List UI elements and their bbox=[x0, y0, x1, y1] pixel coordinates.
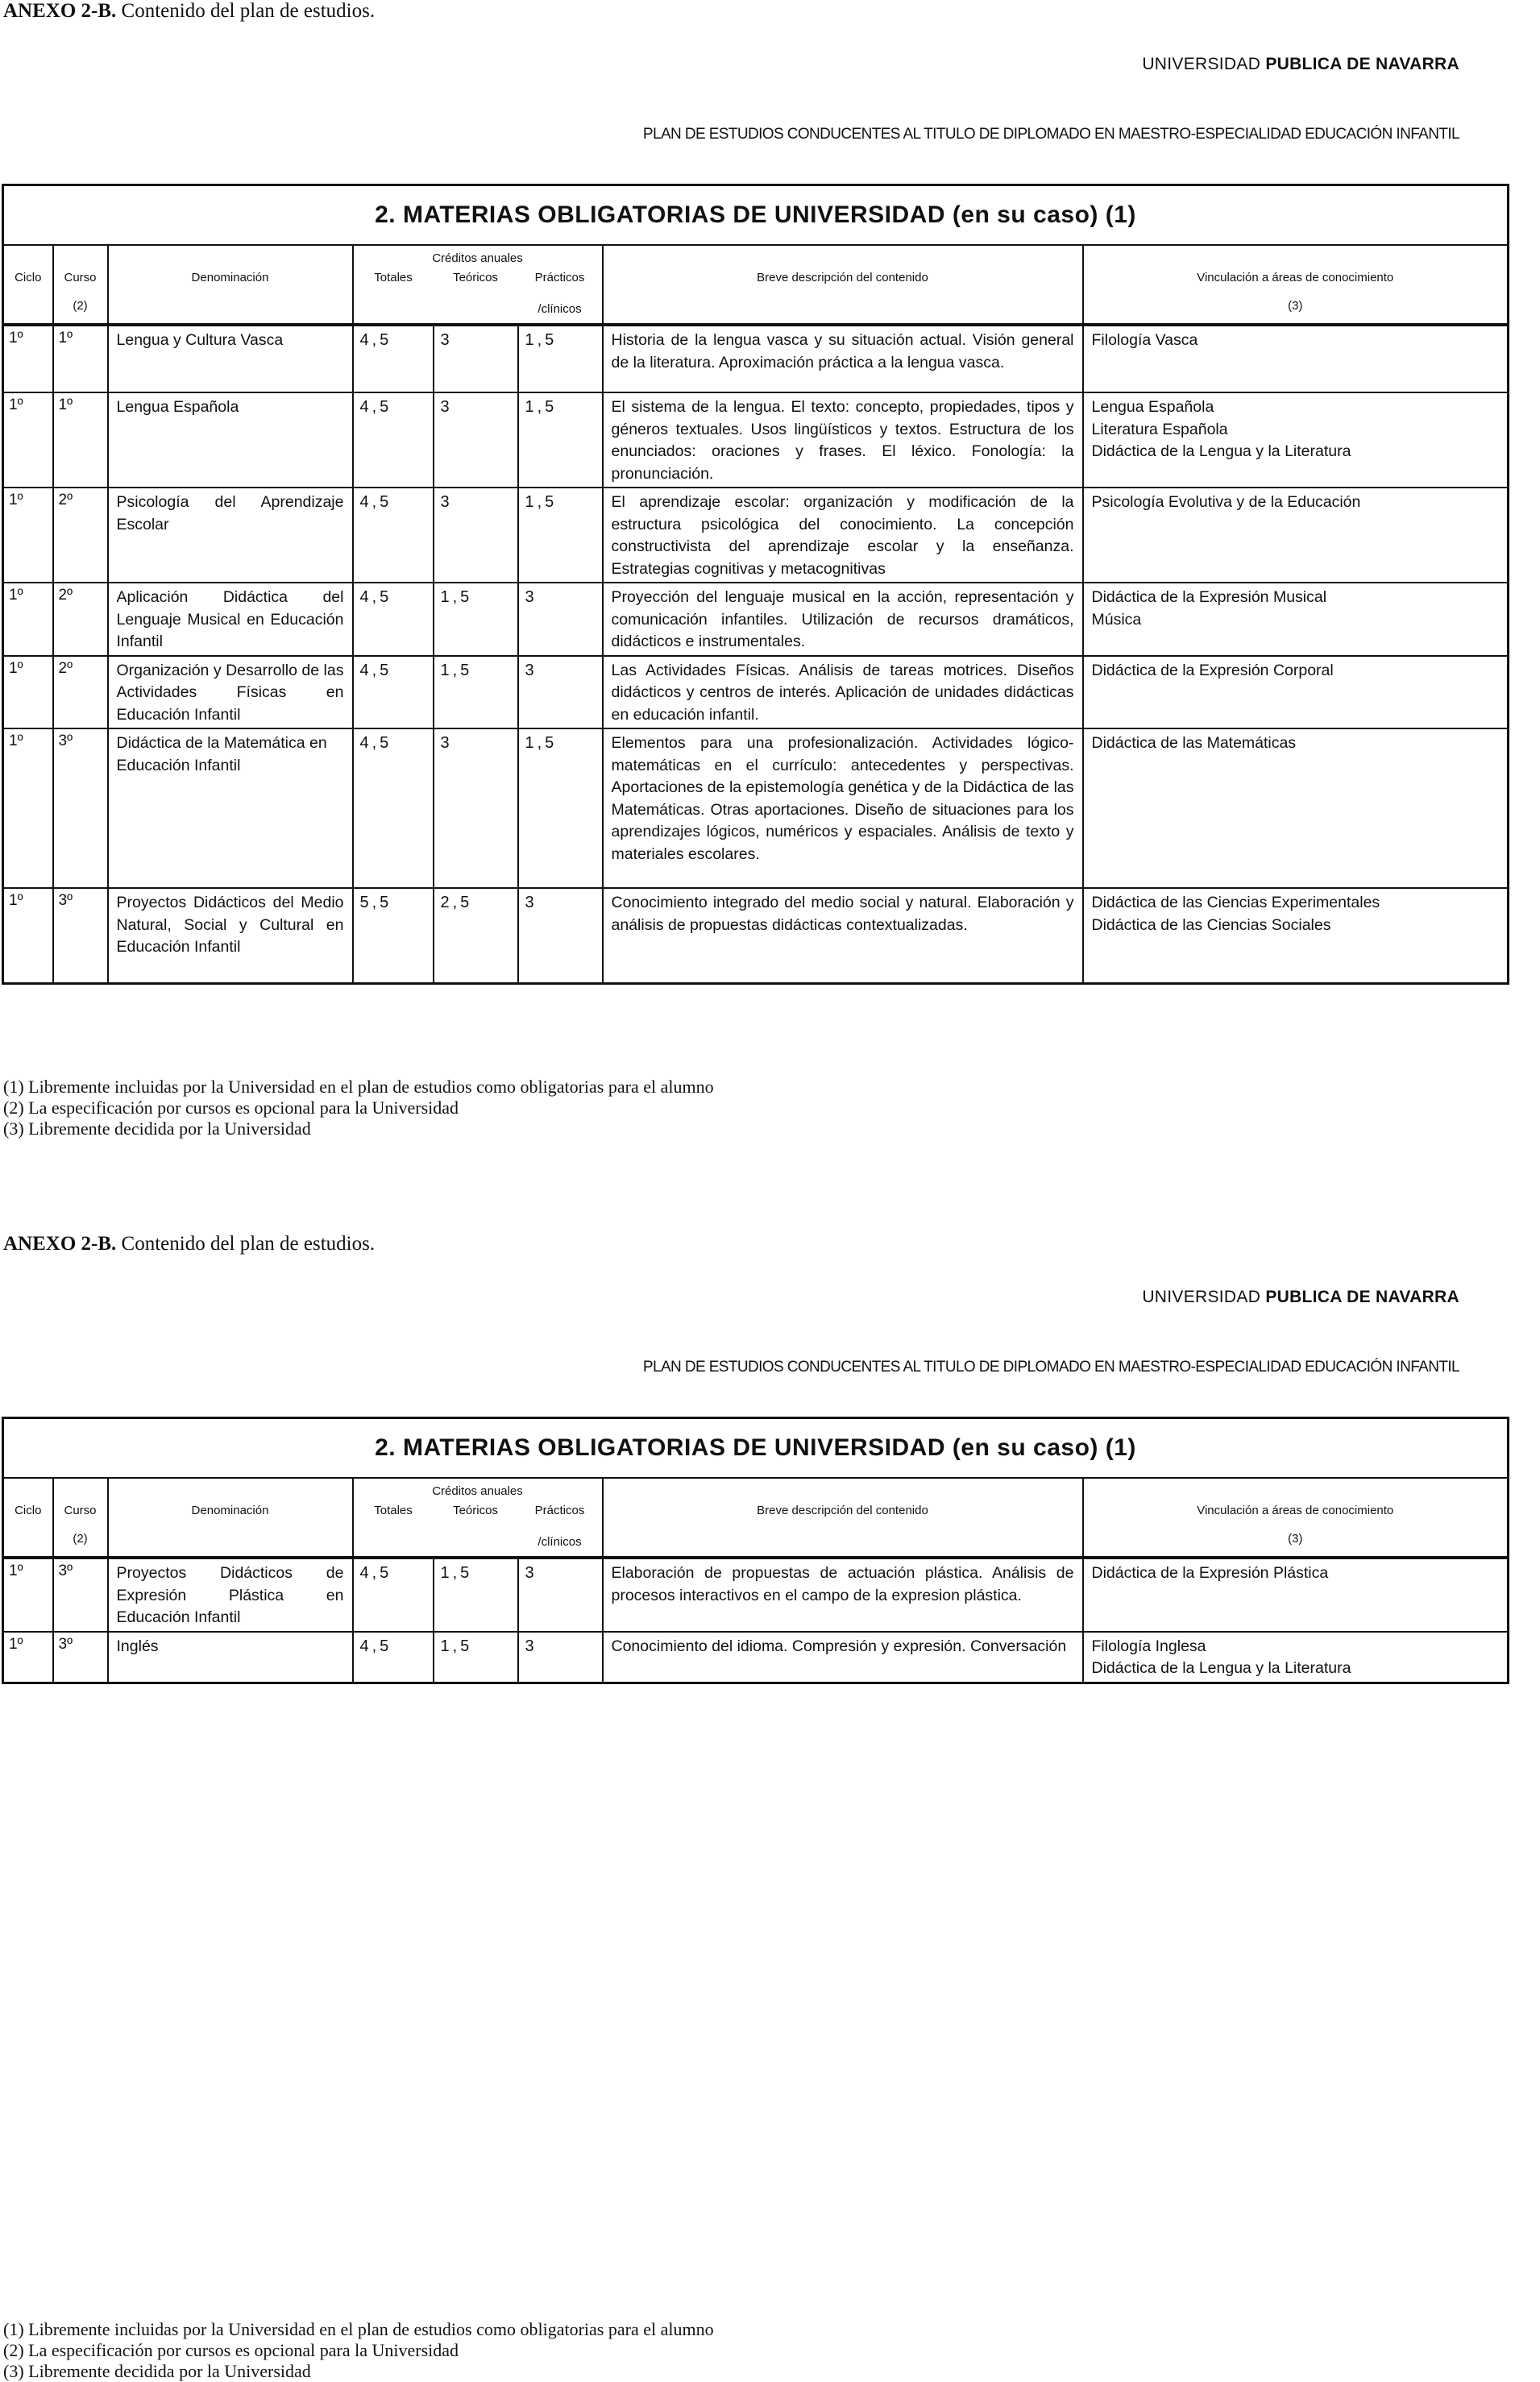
header-practicos: Prácticos bbox=[518, 1500, 603, 1521]
cell-curso: 2º bbox=[53, 488, 108, 583]
cell-ciclo: 1º bbox=[3, 728, 53, 888]
footnote-3: (3) Libremente decidida por la Universidad bbox=[3, 2361, 311, 2381]
header-denominacion: Denominación bbox=[108, 1500, 353, 1521]
annex-subtitle: Contenido del plan de estudios. bbox=[121, 0, 376, 22]
table-row bbox=[3, 656, 1509, 729]
cell-descripcion: Conocimiento del idioma. Compresión y expresión. Conversación bbox=[603, 1632, 1083, 1683]
header-curso: Curso bbox=[53, 267, 108, 288]
cell-totales: 4,5 bbox=[353, 1558, 434, 1632]
cell-totales: 4,5 bbox=[353, 656, 434, 729]
header-totales: Totales bbox=[353, 1500, 434, 1521]
cell-practicos: 3 bbox=[518, 656, 603, 729]
cell-denominacion: Organización y Desarrollo de las Actividades Físicas en Educación Infantil bbox=[108, 656, 353, 729]
table-title: 2. MATERIAS OBLIGATORIAS DE UNIVERSIDAD (en su caso) (1) bbox=[3, 185, 1509, 246]
header-vinculacion: Vinculación a áreas de conocimiento bbox=[1083, 1500, 1509, 1521]
cell-practicos: 3 bbox=[518, 583, 603, 656]
university-prefix: UNIVERSIDAD bbox=[1142, 55, 1261, 73]
cell-practicos: 3 bbox=[518, 888, 603, 983]
footnote-3: (3) Libremente decidida por la Universidad bbox=[3, 1118, 311, 1139]
cell-vinculacion: Didáctica de la Expresión Corporal bbox=[1083, 656, 1509, 729]
cell-practicos: 1,5 bbox=[518, 728, 603, 888]
annex-label: ANEXO 2-B. bbox=[3, 1233, 117, 1255]
header-descripcion: Breve descripción del contenido bbox=[603, 1500, 1083, 1521]
header-totales: Totales bbox=[353, 267, 434, 288]
subjects-table bbox=[2, 1417, 1509, 1684]
header-practicos: Prácticos bbox=[518, 267, 603, 288]
cell-curso: 3º bbox=[53, 1632, 108, 1683]
cell-totales: 4,5 bbox=[353, 583, 434, 656]
cell-vinculacion: Lengua Española Literatura Española Didáctica de la Lengua y la Literatura bbox=[1083, 392, 1509, 488]
cell-totales: 4,5 bbox=[353, 728, 434, 888]
header-ciclo: Ciclo bbox=[3, 267, 53, 288]
header-creditos: Créditos anuales bbox=[353, 245, 603, 267]
annex-title bbox=[3, 0, 375, 23]
table-title: 2. MATERIAS OBLIGATORIAS DE UNIVERSIDAD (en su caso) (1) bbox=[3, 1418, 1509, 1479]
university-name bbox=[1142, 55, 1459, 74]
cell-descripcion: Conocimiento integrado del medio social y natural. Elaboración y análisis de propuestas didácticas contextualizadas. bbox=[603, 888, 1083, 983]
cell-descripcion: El sistema de la lengua. El texto: concepto, propiedades, tipos y géneros textuales. Usos lingüísticos y textos. Estructura de los enunciados: oraciones y frases. El léxico. Fonología: la pronunciación. bbox=[603, 392, 1083, 488]
cell-vinculacion: Didáctica de las Ciencias Experimentales Didáctica de las Ciencias Sociales bbox=[1083, 888, 1509, 983]
footnotes bbox=[3, 2319, 714, 2382]
plan-title: PLAN DE ESTUDIOS CONDUCENTES AL TITULO DE DIPLOMADO EN MAESTRO-ESPECIALIDAD EDUCACIÓN INFANTIL bbox=[642, 1359, 1459, 1376]
cell-practicos: 1,5 bbox=[518, 392, 603, 488]
header-curso: Curso bbox=[53, 1500, 108, 1521]
cell-curso: 1º bbox=[53, 392, 108, 488]
header-descripcion: Breve descripción del contenido bbox=[603, 267, 1083, 288]
cell-ciclo: 1º bbox=[3, 392, 53, 488]
header-ciclo: Ciclo bbox=[3, 1500, 53, 1521]
cell-teoricos: 1,5 bbox=[434, 1632, 518, 1683]
header-clinicos: /clínicos bbox=[518, 1521, 603, 1558]
header-teoricos: Teóricos bbox=[453, 270, 498, 284]
table-row bbox=[3, 1558, 1509, 1632]
cell-descripcion: Historia de la lengua vasca y su situación actual. Visión general de la literatura. Aproximación práctica a la lengua vasca. bbox=[603, 325, 1083, 392]
cell-denominacion: Lengua y Cultura Vasca bbox=[108, 325, 353, 392]
cell-descripcion: Proyección del lenguaje musical en la acción, representación y comunicación infantiles. Utilización de recursos dramáticos, didácticos e instrumentales. bbox=[603, 583, 1083, 656]
header-curso-note: (2) bbox=[53, 1521, 108, 1558]
cell-denominacion: Proyectos Didácticos de Expresión Plástica en Educación Infantil bbox=[108, 1558, 353, 1632]
university-prefix: UNIVERSIDAD bbox=[1142, 1288, 1261, 1306]
cell-practicos: 3 bbox=[518, 1558, 603, 1632]
cell-ciclo: 1º bbox=[3, 888, 53, 983]
header-curso-note: (2) bbox=[53, 288, 108, 325]
annex-subtitle: Contenido del plan de estudios. bbox=[121, 1233, 376, 1255]
cell-totales: 4,5 bbox=[353, 488, 434, 583]
header-vinculacion-note: (3) bbox=[1083, 1521, 1509, 1558]
cell-vinculacion: Didáctica de la Expresión Plástica bbox=[1083, 1558, 1509, 1632]
annex-label: ANEXO 2-B. bbox=[3, 0, 117, 22]
header-denominacion: Denominación bbox=[108, 267, 353, 288]
cell-teoricos: 1,5 bbox=[434, 583, 518, 656]
table-row bbox=[3, 488, 1509, 583]
annex-title bbox=[3, 1233, 375, 1255]
header-vinculacion: Vinculación a áreas de conocimiento bbox=[1083, 267, 1509, 288]
cell-teoricos: 3 bbox=[434, 728, 518, 888]
cell-teoricos: 3 bbox=[434, 392, 518, 488]
cell-teoricos: 2,5 bbox=[434, 888, 518, 983]
cell-practicos: 3 bbox=[518, 1632, 603, 1683]
university-name bbox=[1142, 1288, 1459, 1307]
cell-teoricos: 1,5 bbox=[434, 1558, 518, 1632]
cell-ciclo: 1º bbox=[3, 1558, 53, 1632]
cell-curso: 3º bbox=[53, 728, 108, 888]
cell-denominacion: Psicología del Aprendizaje Escolar bbox=[108, 488, 353, 583]
cell-denominacion: Proyectos Didácticos del Medio Natural, Social y Cultural en Educación Infantil bbox=[108, 888, 353, 983]
cell-teoricos: 3 bbox=[434, 325, 518, 392]
university-bold: PUBLICA DE NAVARRA bbox=[1265, 55, 1459, 73]
cell-teoricos: 3 bbox=[434, 488, 518, 583]
cell-vinculacion: Didáctica de la Expresión Musical Música bbox=[1083, 583, 1509, 656]
table-row bbox=[3, 728, 1509, 888]
plan-title: PLAN DE ESTUDIOS CONDUCENTES AL TITULO DE DIPLOMADO EN MAESTRO-ESPECIALIDAD EDUCACIÓN INFANTIL bbox=[642, 126, 1459, 143]
header-creditos: Créditos anuales bbox=[353, 1478, 603, 1500]
cell-vinculacion: Filología Vasca bbox=[1083, 325, 1509, 392]
cell-descripcion: El aprendizaje escolar: organización y modificación de la estructura psicológica del conocimiento. La concepción constructivista del aprendizaje escolar y la enseñanza. Estrategias cognitivas y metacognitivas bbox=[603, 488, 1083, 583]
cell-totales: 5,5 bbox=[353, 888, 434, 983]
cell-ciclo: 1º bbox=[3, 325, 53, 392]
cell-denominacion: Aplicación Didáctica del Lenguaje Musical en Educación Infantil bbox=[108, 583, 353, 656]
cell-ciclo: 1º bbox=[3, 583, 53, 656]
cell-denominacion: Didáctica de la Matemática en Educación Infantil bbox=[108, 728, 353, 888]
university-bold: PUBLICA DE NAVARRA bbox=[1265, 1288, 1459, 1306]
cell-descripcion: Elaboración de propuestas de actuación plástica. Análisis de procesos interactivos en el campo de la expresion plástica. bbox=[603, 1558, 1083, 1632]
cell-curso: 2º bbox=[53, 583, 108, 656]
footnote-1: (1) Libremente incluidas por la Universidad en el plan de estudios como obligatorias para el alumno bbox=[3, 2319, 714, 2339]
cell-curso: 2º bbox=[53, 656, 108, 729]
cell-curso: 1º bbox=[53, 325, 108, 392]
cell-vinculacion: Filología Inglesa Didáctica de la Lengua y la Literatura bbox=[1083, 1632, 1509, 1683]
footnote-2: (2) La especificación por cursos es opcional para la Universidad bbox=[3, 2340, 459, 2360]
cell-vinculacion: Didáctica de las Matemáticas bbox=[1083, 728, 1509, 888]
cell-curso: 3º bbox=[53, 1558, 108, 1632]
cell-denominacion: Inglés bbox=[108, 1632, 353, 1683]
cell-curso: 3º bbox=[53, 888, 108, 983]
cell-practicos: 1,5 bbox=[518, 488, 603, 583]
table-row bbox=[3, 392, 1509, 488]
header-teoricos: Teóricos bbox=[453, 1503, 498, 1517]
header-clinicos: /clínicos bbox=[518, 288, 603, 325]
cell-ciclo: 1º bbox=[3, 656, 53, 729]
cell-descripcion: Elementos para una profesionalización. Actividades lógico-matemáticas en el currículo: antecedentes y perspectivas. Aportaciones de la epistemología genética y de la Didáctica de las Matemáticas. Otras aportaciones. Diseño de situaciones para los aprendizajes lógicos, numéricos y espaciales. Análisis de texto y materiales escolares. bbox=[603, 728, 1083, 888]
cell-descripcion: Las Actividades Físicas. Análisis de tareas motrices. Diseños didácticos y centros de interés. Aplicación de unidades didácticas en educación infantil. bbox=[603, 656, 1083, 729]
cell-totales: 4,5 bbox=[353, 325, 434, 392]
footnote-1: (1) Libremente incluidas por la Universidad en el plan de estudios como obligatorias para el alumno bbox=[3, 1077, 714, 1097]
cell-practicos: 1,5 bbox=[518, 325, 603, 392]
cell-vinculacion: Psicología Evolutiva y de la Educación bbox=[1083, 488, 1509, 583]
table-row bbox=[3, 325, 1509, 392]
table-row bbox=[3, 1632, 1509, 1683]
table-row bbox=[3, 583, 1509, 656]
subjects-table bbox=[2, 184, 1509, 985]
footnotes bbox=[3, 1077, 714, 1139]
header-vinculacion-note: (3) bbox=[1083, 288, 1509, 325]
cell-teoricos: 1,5 bbox=[434, 656, 518, 729]
cell-totales: 4,5 bbox=[353, 1632, 434, 1683]
cell-ciclo: 1º bbox=[3, 488, 53, 583]
table-row bbox=[3, 888, 1509, 983]
cell-denominacion: Lengua Española bbox=[108, 392, 353, 488]
cell-ciclo: 1º bbox=[3, 1632, 53, 1683]
cell-totales: 4,5 bbox=[353, 392, 434, 488]
footnote-2: (2) La especificación por cursos es opcional para la Universidad bbox=[3, 1098, 459, 1118]
